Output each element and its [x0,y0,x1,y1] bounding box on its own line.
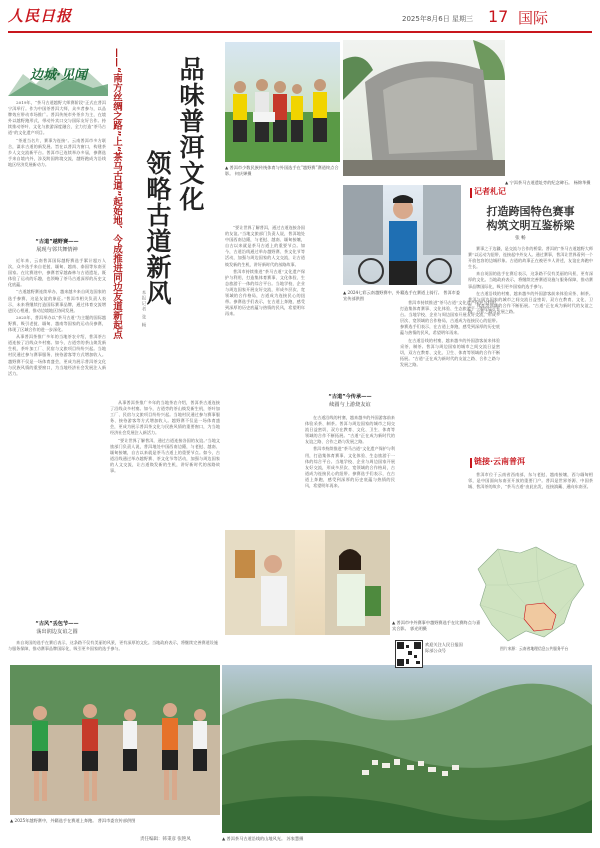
qr-code-pattern [396,641,422,667]
runners-photo [10,665,220,815]
landscape-hills [222,665,592,833]
body-text: “要让世界了解普洱，通过古道连接各国的友谊。”当地文旅部门负责人说，普洱地处中国西南边陲，与老挝、越南、缅甸接壤，自古以来就是茶马古道上的重要节点。如今，古道沿线通过举办越野赛、茶文化节等活动，加强与周边国家的人文交流，让古道焕发新的生机，讲好新时代的丝路故事。 普洱市持续推进“茶马古道”文化遗产保护与利用，打造集体育赛事、文化体验、生态旅游于一体的综合平台。当地学校、企业与周边国家开展友好交流，形成多层次、宽领域的合作格局，古道成为连接民心的纽带。参赛选手们表示，在古道上奔跑，感受到深厚的历史底蕴与热情的民风，希望明年再来。 [225,225,305,317]
body-text: 普洱市持续推进“茶马古道”文化遗产保护与利用，打造集体育赛事、文化体验、生态旅游于一体的综合平台。当地学校、企业与周边国家开展友好交流，形成多层次、宽领域的合作格局，古道成为连接民心的纽带。参赛选手们表示，在古道上奔跑，感受到深厚的历史底蕴与热情的民风，希望明年再来。 在古道沿线的村寨，越来越多的外国游客前来体验采茶、制茶。普洱与周边国家的城市之间交流日益密切，双方在教育、文化、卫生、体育等领域的合作不断拓展。“古道”正在成为新时代的友谊之路、合作之路与发展之路。 [400,300,500,367]
photo-caption: ▲ 2025年越野赛中，外籍选手在赛道上奔跑。 普洱市委宣传部供图 [10,818,136,823]
page-number: 17 [488,7,509,26]
sidebar-headline: 打造跨国特色赛事 构筑文明互鉴桥梁 [486,205,575,232]
header-rule [8,31,592,33]
map-icon [468,545,592,645]
body-text: 来自英国的选手在赛后表示，这条路不仅有美丽的风景，更有深厚的文化。当地政府表示，将继续完善赛道设施与服务保障，推动赛事品牌国际化，吸引更多国家的选手参与。 [8,640,218,652]
photo-caption: ▲ 普洱茶马古道沿线的山地风光。 苏家慧摄 [222,836,304,841]
sidebar-text: 赛事之于边疆，是交流与合作的桥梁。普洱的“茶马古道越野大师赛”以运动为纽带，连接起中外友人。通过赛事，普洱让世界看到一个开放包容的边城形象。古道的故事正在被更多人讲述，友谊在奔跑中生长。 来自英国的选手在赛后表示，这条路不仅有美丽的风景，更有深厚的文化。当地政府表示，将继续完善赛道设施与服务保障，推动赛事品牌国际化，吸引更多国家的选手参与。 在古道沿线的村寨，越来越多的外国游客前来体验采茶、制茶。普洱与周边国家的城市之间交流日益密切，双方在教育、文化、卫生、体育等领域的合作不断拓展。“古道”正在成为新时代的友谊之路、合作之路与发展之路。 [468,246,593,314]
byline: 本报记者 张 畅 [141,290,146,328]
monument-photo [343,40,505,176]
map-credit: 图片来源：云南省地理信息公共服务平台 [500,646,569,651]
headline-main-2: 领略古道新风 [143,150,172,306]
runners-figures [10,665,220,815]
subheading: “古风”丢包节—— 荡出润边友谊之圆 [35,621,79,635]
sidebar-title: 记者札记 [474,187,506,196]
dateline: 2025年8月6日 星期三 [402,15,473,23]
body-text: 近年来，云南普洱国际越野赛选手累计超万人次，众多选手来自老挝、缅甸、越南、泰国等东南亚国家。在比赛途中，参赛者穿越森林与古道遗址，既体验了运动的乐趣，也领略了茶马古道深厚的历史文化底蕴。 “古道越野赛连续举办，越来越多来自周边国家的选手参赛，这是友谊的象征。”普洱市相关负责人表示，未来将继续打造国际赛事品牌，通过体育交流增进民心相通，推动边境地区协同发展。 2025年，普洱举办以“茶马古道”为主题的国际越野赛，吸引老挝、缅甸、越南等国家的运动员参赛，体现了区域合作的进一步深化。 从事普洱茶推广多年的当地茶农介绍，普洱茶古道连接了沿线众多村寨。如今，古道旁的茶山焕发新生机，茶叶加工厂、民宿与文旅项目纷纷兴起。当地村民通过参与赛事服务、接待游客等方式增加收入。越野赛不仅是一场体育盛会，更成为展示普洱茶文化与民族风情的重要窗口，为当地经济社会发展注入新活力。 [8,258,106,376]
people-figures [225,530,390,635]
landscape-photo [222,665,592,833]
team-photo [225,42,340,162]
qr-code-icon [395,640,423,668]
subheading: “古道”今传承—— 续圆与上游烧友谊 [328,394,372,408]
photo-caption: ▲ 普洱市少数民族传统体育与外国选手在“越野赛”赛道终点合影。 何庆婵摄 [225,165,339,176]
editors-line: 责任编辑：韩秉彦 张艳凤 [140,837,191,842]
qr-label: 欢迎关注人民日报国际部公众号 [425,642,463,653]
photo-caption: ▲ 2024七彩云南越野赛中，外籍选手在赛道上骑行。 普洱市委宣传部供图 [343,290,461,301]
team-photo-figures [225,42,340,162]
photo-caption: ▲ 宁洱茶马古道遗址旁的纪念碑石。 杨锦华摄 [505,180,591,185]
column-banner [8,38,108,96]
cyclist-photo [343,185,461,285]
section-name: 国际 [518,9,549,27]
headline-main-1: 品味普洱文化 [176,56,205,212]
masthead [0,0,600,32]
yunnan-map [468,545,592,645]
body-text: 在古道沿线的村寨，越来越多的外国游客前来体验采茶、制茶。普洱与周边国家的城市之间交流日益密切，双方在教育、文化、卫生、体育等领域的合作不断拓展。“古道”正在成为新时代的友谊之路、合作之路与发展之路。 普洱市持续推进“茶马古道”文化遗产保护与利用，打造集体育赛事、文化体验、生态旅游于一体的综合平台。当地学校、企业与周边国家开展友好交流，形成多层次、宽领域的合作格局，古道成为连接民心的纽带。参赛选手们表示，在古道上奔跑，感受到深厚的历史底蕴与热情的民风，希望明年再来。 [305,415,395,489]
headline-subtitle: ——“南方丝绸之路”上“茶马古道”起始地、今成推进同边友道新起点 [111,48,122,339]
people-photo [225,530,390,635]
photo-caption: ▲ 普洱市中外赛事中越野赛选手在比赛终点与嘉宾合影。 郭光明摄 [392,620,481,631]
cyclist-figure [343,185,461,285]
sidebar-author: 张 畅 [515,236,526,241]
link-box-text: 普洱市位于云南省西南部，东与老挝、越南接壤，西与缅甸相邻，是中国面向东南亚开放的重要门户。普洱是世界茶源、中国茶城、普洱茶的故乡，“茶马古道”由此出发，连接滇藏、通向东南亚。 [468,472,593,490]
monument-stone [343,40,505,176]
sidebar-marker [470,458,472,468]
sidebar-marker [470,188,472,198]
body-text: 2019年，“茶马古道越野大师赛阶段”正式在普洱宁洱举行。作为中国茶普洱大师，众多者参与，以品牌效应带动市场推广。普洱传统市外茶乡为主，在境外以越野跑形式，带动外宾口交与国际友好合作。持续推动茶叶、文化与旅游深度融合，全力打造“茶马古道”的文化遗产项目。 “茶道当名片，赛事为连接”。云南普洱市多方联合，谋求古道的新发展。旨在以普洱为窗口，构建茶乡人文交流新平台。普洱市已连续举办多届，参赛选手来自境内外，涉及跨国跨境交流，越野跑成为沿线地区经济发展新动力。 [8,100,106,167]
column-title: 边城·见闻 [30,68,87,83]
subheading: “古道”越野赛—— 展现与邻共舞情神 [35,239,79,253]
body-text: 从事普洱茶推广多年的当地茶农介绍，普洱茶古道连接了沿线众多村寨。如今，古道旁的茶山焕发新生机，茶叶加工厂、民宿与文旅项目纷纷兴起。当地村民通过参与赛事服务、接待游客等方式增加收入。越野赛不仅是一场体育盛会，更成为展示普洱茶文化与民族风情的重要窗口，为当地经济社会发展注入新活力。 “要让世界了解普洱，通过古道连接各国的友谊。”当地文旅部门负责人说，普洱地处中国西南边陲，与老挝、越南、缅甸接壤，自古以来就是茶马古道上的重要节点。如今，古道沿线通过举办越野赛、茶文化节等活动，加强与周边国家的人文交流，让古道焕发新的生机，讲好新时代的丝路故事。 [110,400,220,474]
link-box-title: 链接·云南普洱 [474,457,526,466]
newspaper-logo: 人民日报 [8,7,73,25]
